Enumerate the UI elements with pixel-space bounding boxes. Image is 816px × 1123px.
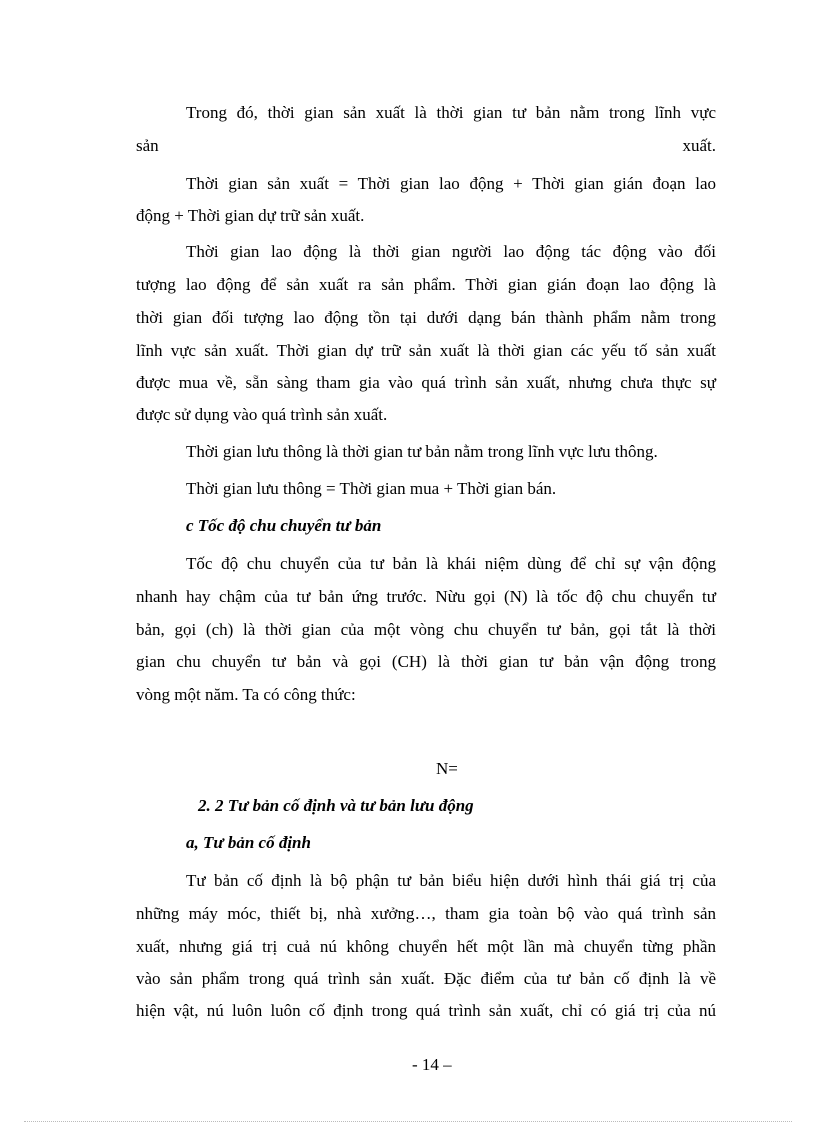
p1-line-1: Trong đó, thời gian sản xuất là thời gian tư bản nằm trong lĩnh vực bbox=[186, 103, 716, 122]
heading-a: a, Tư bản cố định bbox=[186, 833, 311, 852]
p3-line-3: thời gian đối tượng lao động tồn tại dưới dạng bán thành phẩm nằm trong bbox=[136, 308, 716, 327]
page-number: - 14 – bbox=[412, 1055, 452, 1074]
p4-line: Thời gian lưu thông là thời gian tư bản nằm trong lĩnh vực lưu thông. bbox=[186, 442, 658, 461]
p1-line-2-end: xuất. bbox=[682, 136, 716, 155]
p6-line-1: Tốc độ chu chuyển của tư bản là khái niệm dùng để chỉ sự vận động bbox=[186, 554, 716, 573]
p6-line-2: nhanh hay chậm của tư bản ứng trước. Nừu gọi (N) là tốc độ chu chuyển tư bbox=[136, 587, 716, 606]
p6-line-4: gian chu chuyển tư bản và gọi (CH) là thời gian tư bản vận động trong bbox=[136, 652, 716, 671]
p2-line-1: Thời gian sản xuất = Thời gian lao động + Thời gian gián đoạn lao bbox=[186, 174, 716, 193]
p2-line-2: động + Thời gian dự trữ sản xuất. bbox=[136, 206, 365, 225]
p7-line-3: xuất, nhưng giá trị cuả nú không chuyển hết một lần mà chuyển từng phần bbox=[136, 937, 716, 956]
p3-line-5: được mua về, sẵn sàng tham gia vào quá trình sản xuất, nhưng chưa thực sự bbox=[136, 373, 716, 392]
heading-c: c Tốc độ chu chuyển tư bản bbox=[186, 516, 382, 535]
p7-line-4: vào sản phẩm trong quá trình sản xuất. Đặc điểm của tư bản cố định là về bbox=[136, 969, 716, 988]
p3-line-4: lĩnh vực sản xuất. Thời gian dự trữ sản xuất là thời gian các yếu tố sản xuất bbox=[136, 341, 716, 360]
p3-line-1: Thời gian lao động là thời gian người lao động tác động vào đối bbox=[186, 242, 716, 261]
p7-line-1: Tư bản cố định là bộ phận tư bản biểu hiện dưới hình thái giá trị của bbox=[186, 871, 716, 890]
p5-line: Thời gian lưu thông = Thời gian mua + Thời gian bán. bbox=[186, 479, 557, 498]
p3-line-2: tượng lao động để sản xuất ra sản phẩm. Thời gian gián đoạn lao động là bbox=[136, 275, 716, 294]
p7-line-5: hiện vật, nú luôn luôn cố định trong quá trình sản xuất, chỉ có giá trị của nú bbox=[136, 1001, 716, 1020]
heading-2-2: 2. 2 Tư bản cố định và tư bản lưu động bbox=[198, 796, 474, 815]
p3-line-6: được sử dụng vào quá trình sản xuất. bbox=[136, 405, 388, 424]
formula: N= bbox=[436, 759, 458, 778]
p7-line-2: những máy móc, thiết bị, nhà xưởng…, tham gia toàn bộ vào quá trình sản bbox=[136, 904, 716, 923]
p1-line-2-start: sản bbox=[136, 136, 159, 155]
p6-line-3: bản, gọi (ch) là thời gian của một vòng chu chuyển tư bản, gọi tắt là thời bbox=[136, 620, 716, 639]
footer-rule bbox=[24, 1121, 792, 1122]
p6-line-5: vòng một năm. Ta có công thức: bbox=[136, 685, 356, 704]
